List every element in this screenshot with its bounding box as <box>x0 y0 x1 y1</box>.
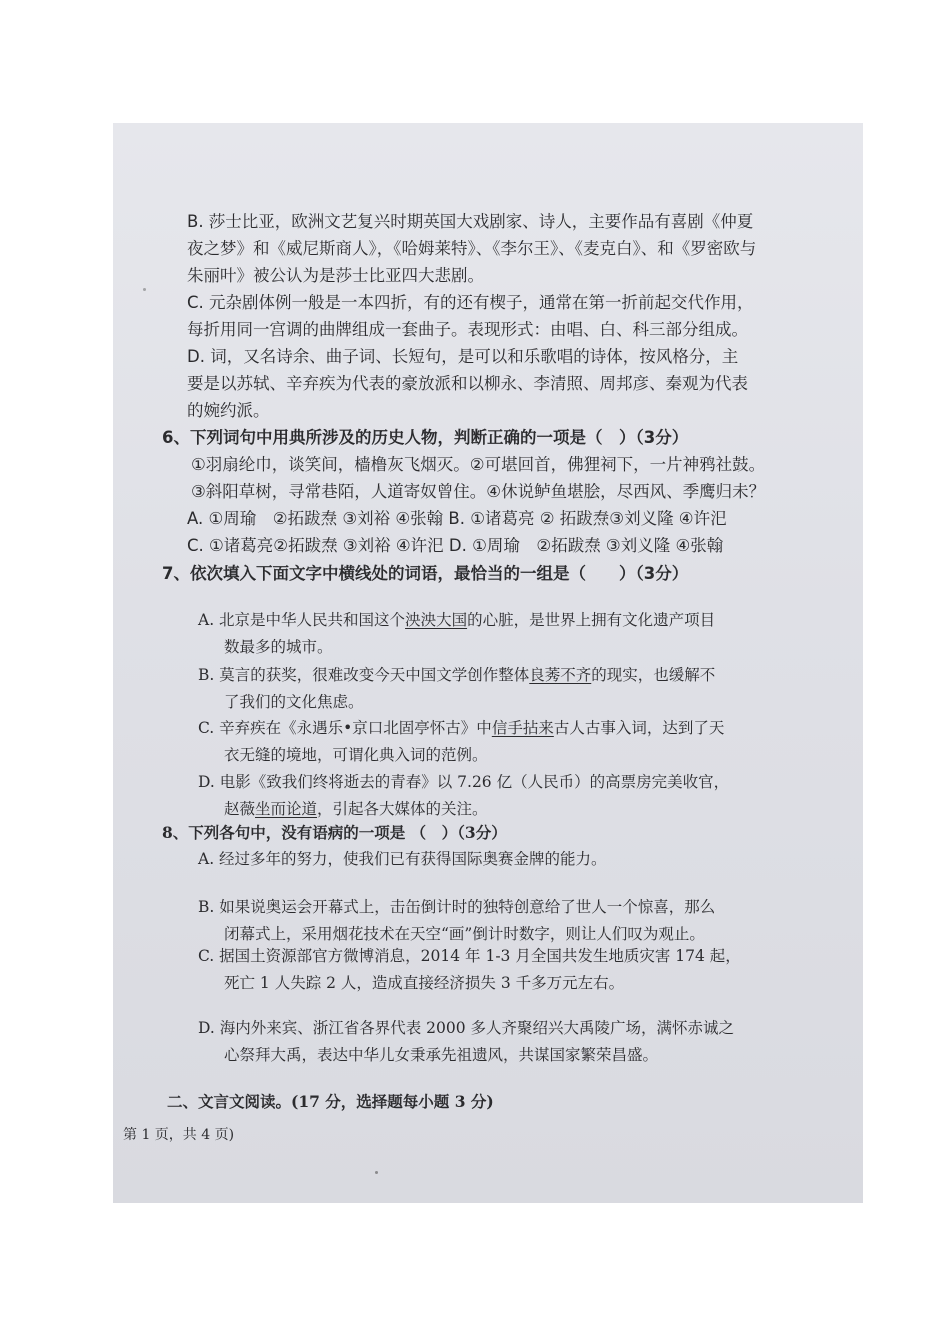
scan-speck <box>143 288 146 291</box>
page-footer: 第 1 页，共 4 页) <box>123 1127 235 1143</box>
q5-option-c-line1: C. 元杂剧体例一般是一本四折，有的还有楔子，通常在第一折前起交代作用， <box>187 293 754 312</box>
q5-option-d-line3: 的婉约派。 <box>187 401 270 420</box>
q7-option-a-underlined: 泱泱大国 <box>405 611 468 629</box>
q7-option-d-line2: 赵薇坐而论道，引起各大媒体的关注。 <box>224 800 488 818</box>
section-2-heading: 二、文言文阅读。(17 分，选择题每小题 3 分) <box>167 1092 494 1111</box>
q5-option-b-line2: 夜之梦》和《威尼斯商人》，《哈姆莱特》、《李尔王》、《麦克白》、和《罗密欧与 <box>187 239 757 258</box>
q8-option-c-line1: C. 据国土资源部官方微博消息，2014 年 1-3 月全国共发生地质灾害 174 起， <box>198 947 741 965</box>
q6-options-ab: A. ①周瑜 ②拓跋焘 ③刘裕 ④张翰 B. ①诸葛亮 ② 拓跋焘③刘义隆 ④许汜 <box>187 509 727 528</box>
q7-option-b-line1: B. 莫言的获奖，很难改变今天中国文学创作整体良莠不齐的现实，也缓解不 <box>198 666 716 684</box>
q8-option-d-line2: 心祭拜大禹，表达中华儿女秉承先祖遗风，共谋国家繁荣昌盛。 <box>224 1046 659 1064</box>
q7-option-a-line1: A. 北京是中华人民共和国这个泱泱大国的心脏，是世界上拥有文化遗产项目 <box>198 611 716 629</box>
q5-option-c-line2: 每折用同一宫调的曲牌组成一套曲子。表现形式：由唱、白、科三部分组成。 <box>187 320 748 339</box>
q7-option-c-line1: C. 辛弃疾在《永遇乐•京口北固亭怀古》中信手拈来古人古事入词，达到了天 <box>198 719 725 737</box>
q7-option-c-line2: 衣无缝的境地，可谓化典入词的范例。 <box>224 746 488 764</box>
q5-option-d-line1: D. 词，又名诗余、曲子词、长短句，是可以和乐歌唱的诗体，按风格分，主 <box>187 347 739 366</box>
q8-option-b-line1: B. 如果说奥运会开幕式上，击缶倒计时的独特创意给了世人一个惊喜，那么 <box>198 898 716 916</box>
q7-stem: 7、依次填入下面文字中横线处的词语，最恰当的一组是（ ）（3分） <box>162 564 689 583</box>
q6-options-cd: C. ①诸葛亮②拓跋焘 ③刘裕 ④许汜 D. ①周瑜 ②拓跋焘 ③刘义隆 ④张翰 <box>187 536 724 555</box>
q7-option-d-underlined: 坐而论道 <box>255 800 318 818</box>
q6-quote-line2: ③斜阳草树，寻常巷陌，人道寄奴曾住。④休说鲈鱼堪脍，尽西风、季鹰归未？ <box>191 482 766 501</box>
q5-option-b-line1: B. 莎士比亚，欧洲文艺复兴时期英国大戏剧家、诗人，主要作品有喜剧《仲夏 <box>187 212 754 231</box>
q5-option-d-line2: 要是以苏轼、辛弃疾为代表的豪放派和以柳永、李清照、周邦彦、秦观为代表 <box>187 374 748 393</box>
q8-stem: 8、下列各句中，没有语病的一项是 （ ）（3分） <box>162 823 507 842</box>
q6-quote-line1: ①羽扇纶巾，谈笑间，樯橹灰飞烟灭。②可堪回首，佛狸祠下，一片神鸦社鼓。 <box>191 455 766 474</box>
q8-option-d-line1: D. 海内外来宾、浙江省各界代表 2000 多人齐聚绍兴大禹陵广场，满怀赤诚之 <box>198 1019 735 1037</box>
exam-sheet <box>113 123 863 1203</box>
q7-option-c-underlined: 信手拈来 <box>491 719 554 737</box>
q7-option-b-underlined: 良莠不齐 <box>529 666 592 684</box>
q6-stem: 6、下列词句中用典所涉及的历史人物，判断正确的一项是（ ）（3分） <box>162 428 689 447</box>
q7-option-d-line1: D. 电影《致我们终将逝去的青春》以 7.26 亿（人民币）的高票房完美收官， <box>198 773 730 791</box>
q8-option-c-line2: 死亡 1 人失踪 2 人，造成直接经济损失 3 千多万元左右。 <box>224 974 625 992</box>
q8-option-b-line2: 闭幕式上，采用烟花技术在天空“画”倒计时数字，则让人们叹为观止。 <box>224 925 705 943</box>
q7-option-b-line2: 了我们的文化焦虑。 <box>224 693 364 711</box>
q8-option-a: A. 经过多年的努力，使我们已有获得国际奥赛金牌的能力。 <box>198 850 607 868</box>
q7-option-a-line2: 数最多的城市。 <box>224 638 333 656</box>
q5-option-b-line3: 朱丽叶》被公认为是莎士比亚四大悲剧。 <box>187 266 484 285</box>
scan-speck <box>375 1171 378 1174</box>
